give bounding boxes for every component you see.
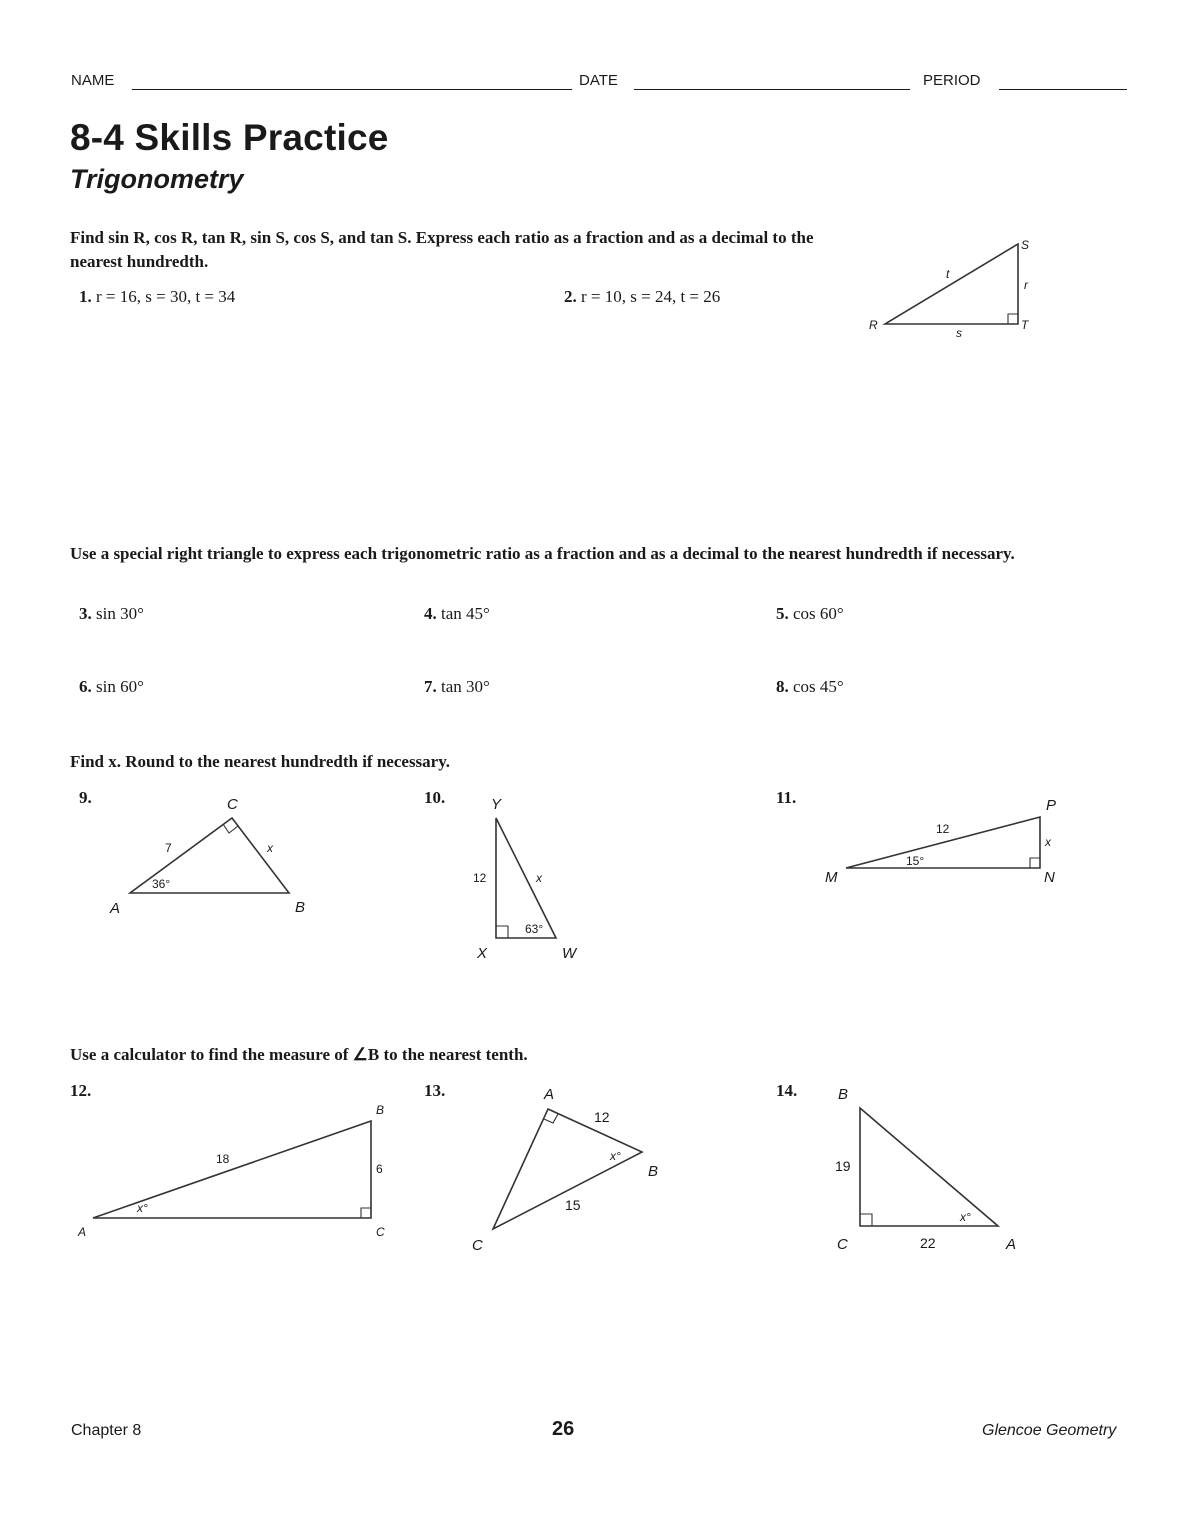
vertex-B: B <box>838 1086 849 1103</box>
vertex-A: A <box>78 1225 87 1239</box>
problem-number: 3. <box>79 604 92 623</box>
triangle-ABC-figure-9 <box>100 790 330 925</box>
footer-book-title: Glencoe Geometry <box>982 1422 1117 1439</box>
vertex-A: A <box>110 900 121 917</box>
side-s: s <box>956 326 962 340</box>
problem-text: cos 45° <box>793 677 844 696</box>
period-field[interactable] <box>999 89 1127 90</box>
period-label: PERIOD <box>923 72 981 89</box>
problem-text: tan 30° <box>441 677 490 696</box>
date-field[interactable] <box>634 89 910 90</box>
problem-12-number: 12. <box>70 1081 92 1100</box>
problem-5 <box>776 604 844 624</box>
side-x: x <box>1045 835 1051 849</box>
side-12: 12 <box>473 871 487 885</box>
problem-1 <box>79 287 235 307</box>
problem-4 <box>424 604 490 624</box>
problem-6 <box>79 677 144 697</box>
side-22: 22 <box>920 1235 936 1251</box>
problem-number: 1. <box>79 287 92 306</box>
vertex-P: P <box>1046 797 1057 814</box>
problem-number: 4. <box>424 604 437 623</box>
angle-36: 36° <box>152 877 171 891</box>
side-7: 7 <box>165 841 172 855</box>
problem-7 <box>424 677 490 697</box>
triangle-XYW-figure-10 <box>460 790 600 970</box>
side-18: 18 <box>216 1152 230 1166</box>
problem-text: r = 16, s = 30, t = 34 <box>96 287 236 306</box>
vertex-A: A <box>544 1086 555 1103</box>
side-r: r <box>1024 278 1028 292</box>
vertex-X: X <box>477 945 488 962</box>
section3-instruction: Find x. Round to the nearest hundredth if necessary. <box>70 752 451 771</box>
vertex-S: S <box>1021 238 1030 252</box>
page-title: 8-4 Skills Practice <box>70 117 389 158</box>
problem-2 <box>564 287 720 307</box>
date-label: DATE <box>579 72 618 89</box>
problem-8 <box>776 677 844 697</box>
problem-10-number: 10. <box>424 788 446 807</box>
problem-11-number: 11. <box>776 788 797 807</box>
problem-text: tan 45° <box>441 604 490 623</box>
problem-13-number: 13. <box>424 1081 446 1100</box>
problem-text: sin 60° <box>96 677 144 696</box>
vertex-T: T <box>1021 318 1029 332</box>
vertex-C: C <box>227 796 238 813</box>
side-12: 12 <box>594 1109 610 1125</box>
vertex-B: B <box>648 1163 659 1180</box>
angle-63: 63° <box>525 922 544 936</box>
page-subtitle: Trigonometry <box>70 164 244 194</box>
angle-x: x° <box>610 1149 621 1163</box>
vertex-Y: Y <box>491 796 502 813</box>
triangle-ABC-figure-13 <box>460 1080 680 1260</box>
triangle-ABC-figure-14 <box>820 1080 1050 1260</box>
side-6: 6 <box>376 1162 383 1176</box>
problem-number: 5. <box>776 604 789 623</box>
vertex-C: C <box>837 1236 848 1253</box>
problem-number: 6. <box>79 677 92 696</box>
side-12: 12 <box>936 822 950 836</box>
angle-x: x° <box>960 1210 971 1224</box>
name-label: NAME <box>71 72 115 89</box>
side-19: 19 <box>835 1158 851 1174</box>
vertex-C: C <box>472 1237 483 1254</box>
vertex-M: M <box>825 869 838 886</box>
problem-number: 2. <box>564 287 577 306</box>
vertex-R: R <box>869 318 878 332</box>
footer-chapter: Chapter 8 <box>71 1422 142 1439</box>
name-field[interactable] <box>132 89 572 90</box>
footer-page-number: 26 <box>552 1418 575 1440</box>
vertex-A: A <box>1006 1236 1017 1253</box>
section4-instruction: Use a calculator to find the measure of ∠B to the nearest tenth. <box>70 1045 528 1064</box>
section2-instruction: Use a special right triangle to express each trigonometric ratio as a fraction and as a decimal to the nearest hundredth if necessary. <box>70 544 1015 563</box>
angle-x: x° <box>137 1201 148 1215</box>
side-x: x <box>536 871 542 885</box>
triangle-MNP-figure-11 <box>810 790 1070 900</box>
vertex-B: B <box>376 1103 385 1117</box>
problem-3 <box>79 604 144 624</box>
vertex-B: B <box>295 899 306 916</box>
side-t: t <box>946 267 950 281</box>
problem-text: r = 10, s = 24, t = 26 <box>581 287 721 306</box>
problem-number: 7. <box>424 677 437 696</box>
vertex-C: C <box>376 1225 385 1239</box>
side-15: 15 <box>565 1197 581 1213</box>
problem-text: sin 30° <box>96 604 144 623</box>
vertex-N: N <box>1044 869 1055 886</box>
section1-instruction: Find sin R, cos R, tan R, sin S, cos S, and tan S. Express each ratio as a fraction and as a decimal to the nearest hundredth. <box>70 228 814 271</box>
problem-text: cos 60° <box>793 604 844 623</box>
problem-14-number: 14. <box>776 1081 798 1100</box>
problem-9-number: 9. <box>79 788 92 807</box>
problem-number: 8. <box>776 677 789 696</box>
triangle-ABC-figure-12 <box>70 1095 410 1245</box>
triangle-RST-figure <box>860 230 1060 345</box>
angle-15: 15° <box>906 854 925 868</box>
side-x: x <box>267 841 273 855</box>
vertex-W: W <box>562 945 577 962</box>
